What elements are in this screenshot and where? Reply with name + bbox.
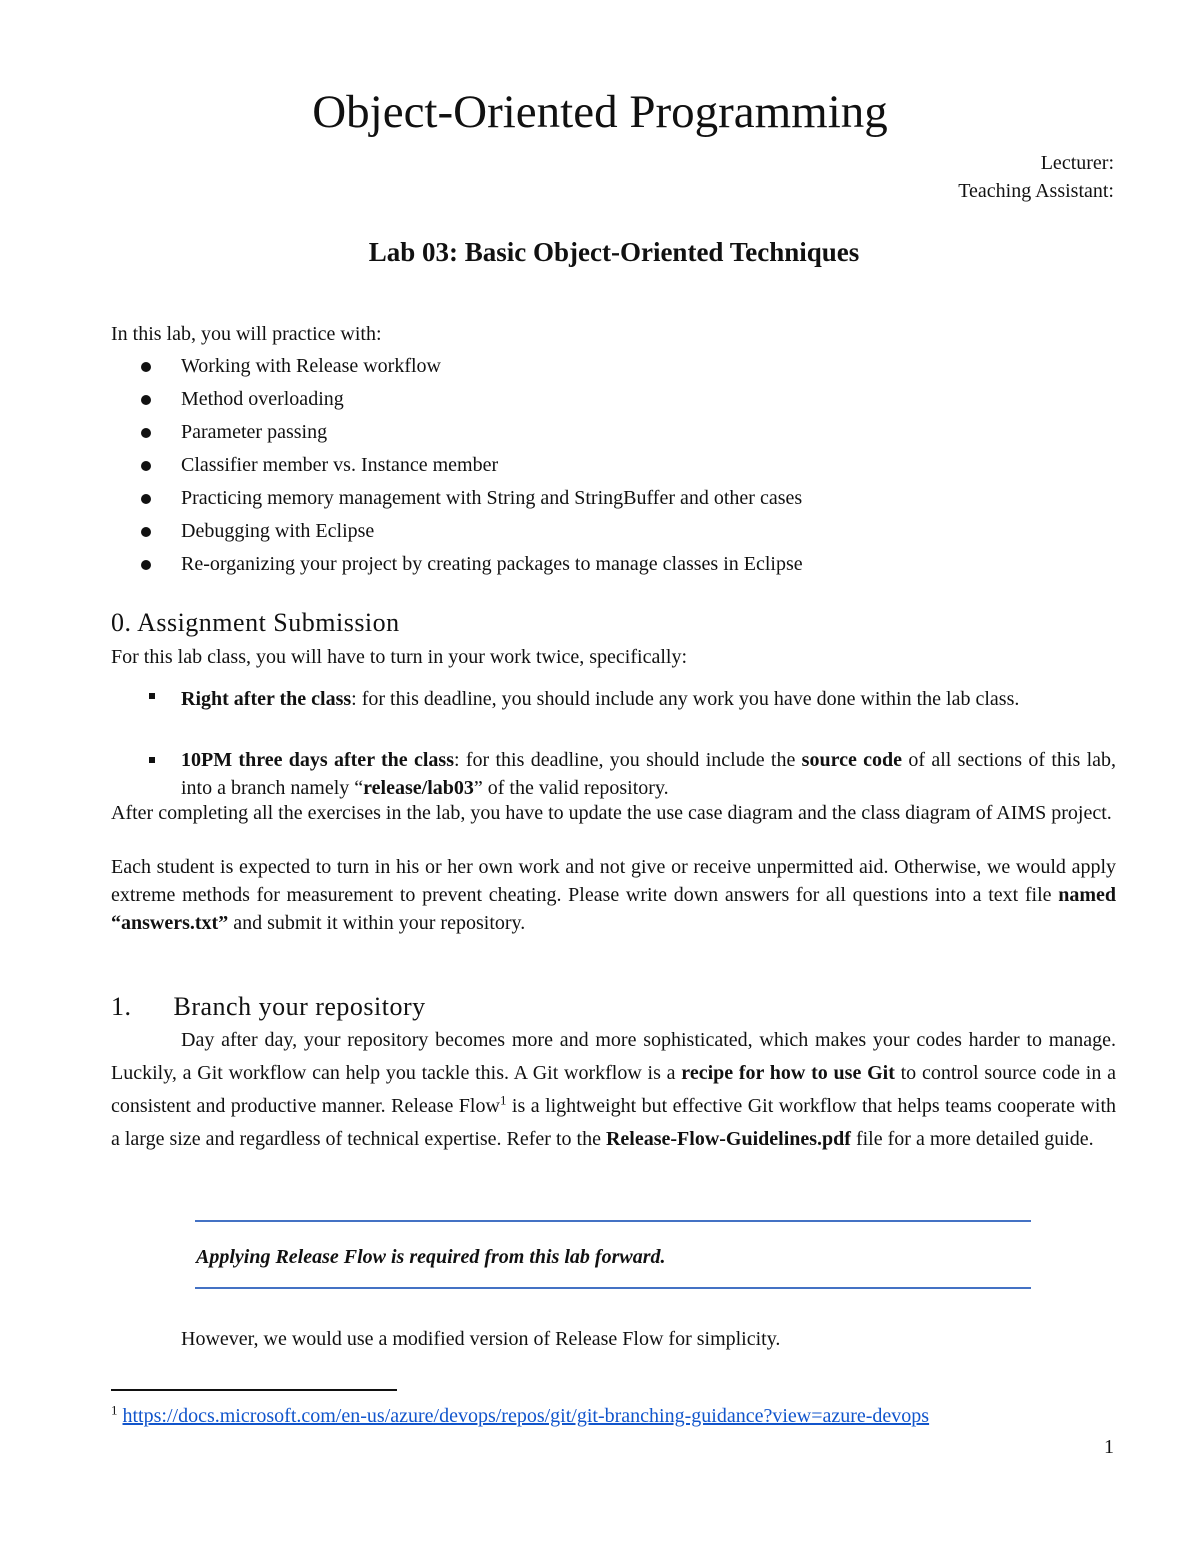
section-0-heading: 0. Assignment Submission	[111, 608, 400, 637]
bullet-icon	[141, 461, 151, 471]
footnote-link[interactable]: https://docs.microsoft.com/en-us/azure/devops/repos/git/git-branching-guidance?view=azure-devops	[122, 1405, 930, 1427]
list-item: Working with Release workflow	[111, 352, 1116, 385]
section-0-paragraph-1: After completing all the exercises in the lab, you have to update the use case diagram and the class diagram of AIMS project.	[111, 802, 1112, 824]
section-0-intro: For this lab class, you will have to turn in your work twice, specifically:	[111, 646, 687, 668]
section-1-paragraph: Day after day, your repository becomes more and more sophisticated, which makes your codes harder to manage. Luckily, a Git workflow can help you tackle this. A Git workflow is a recipe for how to use Git to control source code in a consistent and productive manner. Release Flow$^1$ is a lightweight but effective Git workflow that helps teams cooperate with a large size and regardless of technical expertise. Refer to the Release-Flow-Guidelines.pdf file for a more detailed guide.	[111, 1029, 1117, 1150]
section-1-closing: However, we would use a modified version of Release Flow for simplicity.	[181, 1328, 781, 1350]
intro-text: In this lab, you will practice with:	[111, 323, 382, 345]
footnote-reference[interactable]: 1	[499, 1092, 507, 1108]
square-bullet-icon	[149, 693, 155, 699]
footnote-separator	[111, 1389, 397, 1391]
list-item: Debugging with Eclipse	[111, 517, 1116, 550]
lab-title: Lab 03: Basic Object-Oriented Techniques	[368, 237, 860, 267]
topic-list	[111, 352, 1116, 583]
bullet-icon	[141, 494, 151, 504]
list-item: Re-organizing your project by creating packages to manage classes in Eclipse	[111, 550, 1116, 583]
teaching-assistant-label: Teaching Assistant:	[958, 180, 1114, 202]
list-item: Classifier member vs. Instance member	[111, 451, 1116, 484]
callout-text: Applying Release Flow is required from this lab forward.	[196, 1246, 666, 1268]
list-item: Practicing memory management with String and StringBuffer and other cases	[111, 484, 1116, 517]
footnote-marker: 1	[111, 1402, 118, 1418]
lecturer-label: Lecturer:	[1040, 152, 1114, 174]
submission-item-1: Right after the class: for this deadline, you should include any work you have done within the lab class.	[111, 682, 1116, 716]
bullet-icon	[141, 527, 151, 537]
course-title: Object-Oriented Programming	[312, 86, 888, 138]
bullet-icon	[141, 428, 151, 438]
footnote	[111, 1402, 929, 1430]
page-number: 1	[1104, 1436, 1114, 1458]
callout-top-rule	[195, 1220, 1031, 1222]
bullet-icon	[141, 395, 151, 405]
list-item: Method overloading	[111, 385, 1116, 418]
submission-item-2: 10PM three days after the class: for this deadline, you should include the source code of all sections of this lab, into a branch namely “release/lab03” of the valid repository.	[111, 746, 1116, 802]
section-1-heading: 1. Branch your repository	[111, 992, 426, 1021]
list-item: Parameter passing	[111, 418, 1116, 451]
section-0-paragraph-2: Each student is expected to turn in his or her own work and not give or receive unpermitted aid. Otherwise, we would apply extreme methods for measurement to prevent cheating. Please write down answers for all questions into a text file named “answers.txt” and submit it within your repository.	[111, 856, 1116, 934]
callout-bottom-rule	[195, 1287, 1031, 1289]
bullet-icon	[141, 560, 151, 570]
square-bullet-icon	[149, 757, 155, 763]
bullet-icon	[141, 362, 151, 372]
